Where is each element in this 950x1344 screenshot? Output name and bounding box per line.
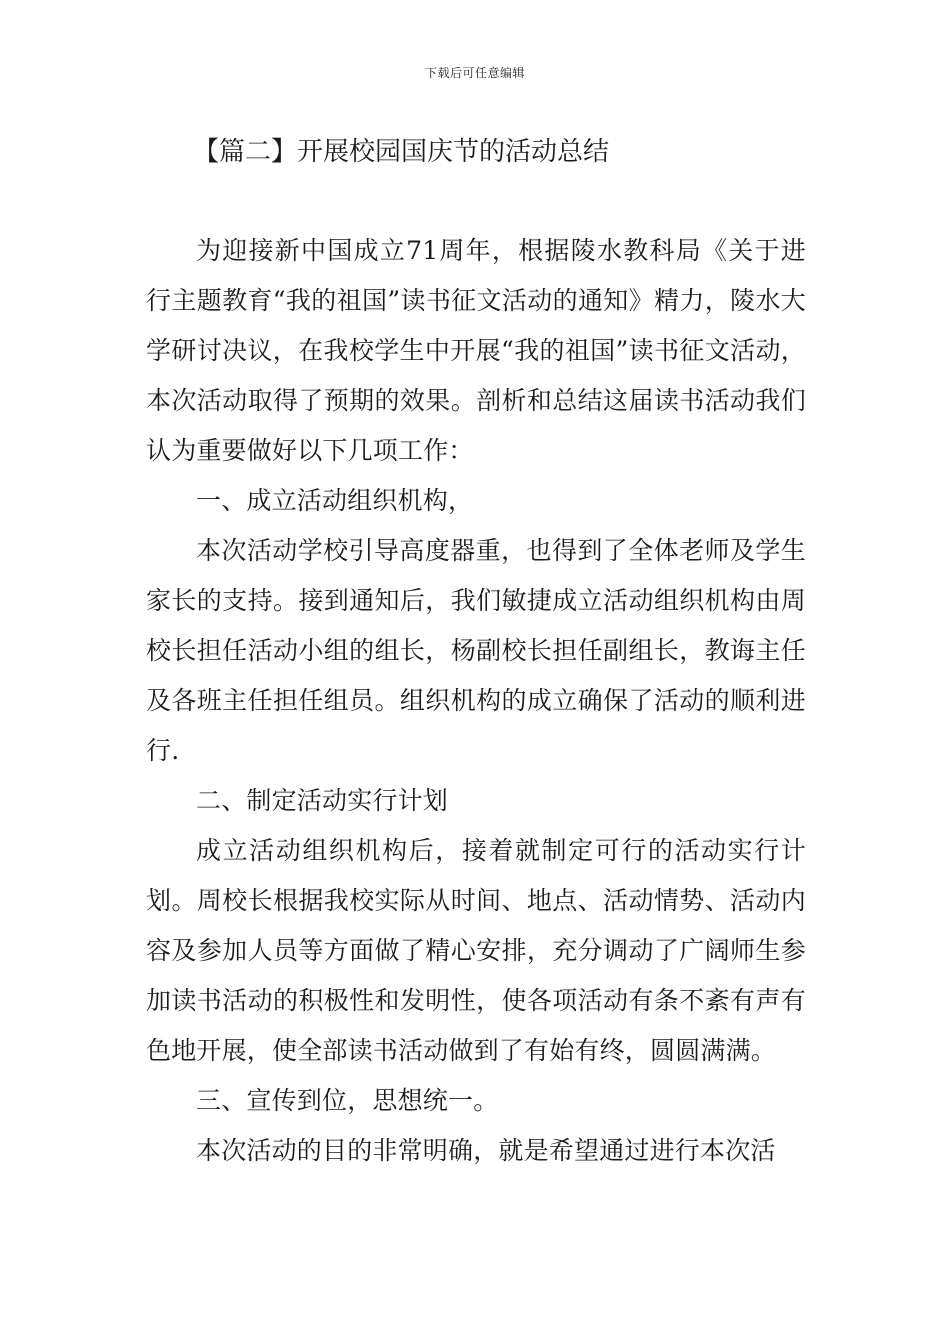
section-heading-3: 三、宣传到位，思想统一。 xyxy=(196,1086,499,1115)
page-header: 下载后可任意编辑 xyxy=(424,66,525,80)
paragraph-section-1: 本次活动学校引导高度器重，也得到了全体老师及学生家长的支持。接到通知后，我们敏捷成立活动组织机构由周校长担任活动小组的组长，杨副校长担任副组长，教诲主任及各班主任担任组员。组织机构的成立确保了活动的顺利进行. xyxy=(146,536,806,765)
paragraph-intro: 为迎接新中国成立71周年，根据陵水教科局《关于进行主题教育“我的祖国”读书征文活动的通知》精力，陵水大学研讨决议，在我校学生中开展“我的祖国”读书征文活动，本次活动取得了预期的效果。剖析和总结这届读书活动我们认为重要做好以下几项工作： xyxy=(146,236,806,465)
paragraph-section-3: 本次活动的目的非常明确，就是希望通过进行本次活 xyxy=(196,1136,776,1165)
document-title: 【篇二】开展校园国庆节的活动总结 xyxy=(193,137,610,167)
section-heading-1: 一、成立活动组织机构， xyxy=(196,486,474,515)
paragraph-section-2: 成立活动组织机构后，接着就制定可行的活动实行计划。周校长根据我校实际从时间、地点、活动情势、活动内容及参加人员等方面做了精心安排，充分调动了广阔师生参加读书活动的积极性和发明性，使各项活动有条不紊有声有色地开展，使全部读书活动做到了有始有终，圆圆满满。 xyxy=(146,836,806,1065)
document-body xyxy=(146,226,806,1176)
section-heading-2: 二、制定活动实行计划 xyxy=(196,786,449,815)
